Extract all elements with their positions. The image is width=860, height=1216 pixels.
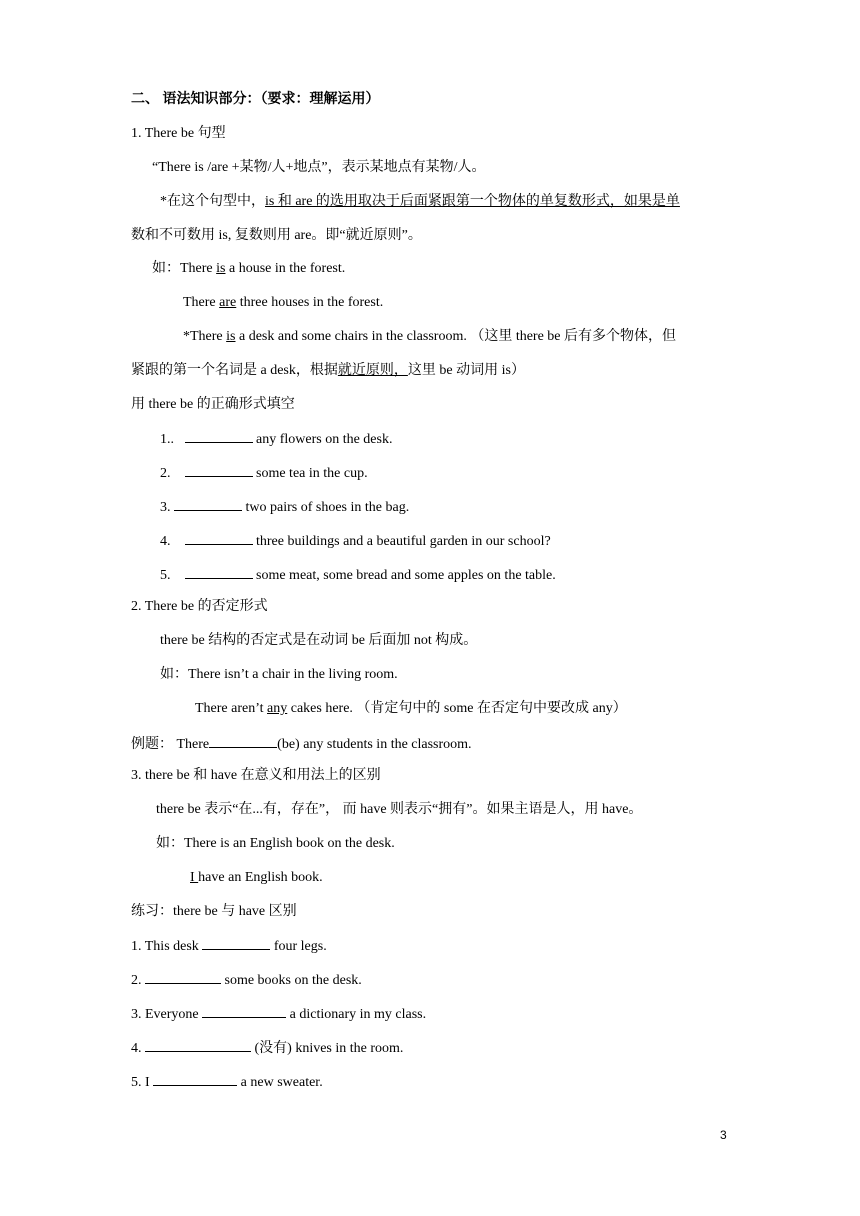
example-text: three houses in the forest. [236, 295, 384, 310]
page-number: 3 [720, 1128, 727, 1142]
example-text: 这里 be 动词用 is） [407, 363, 525, 378]
exercise-item [160, 496, 409, 518]
exercise-item [160, 428, 392, 450]
exercise-number: 1.. [160, 432, 174, 447]
example-text: 紧跟的第一个名词是 a desk，根据 [131, 363, 338, 378]
practice-item [131, 1003, 426, 1025]
answer-blank[interactable] [209, 733, 277, 748]
s1-rule-pre: *在这个句型中， [160, 194, 265, 209]
exercise-text: some meat, some bread and some apples on the table. [252, 568, 556, 583]
underlined-word: are [219, 295, 237, 310]
s3-practice-title: 练习：there be 与 have 区别 [131, 904, 297, 919]
exercise-text: any flowers on the desk. [252, 432, 393, 447]
practice-text: some books on the desk. [221, 973, 362, 988]
exercise-number: 4. [160, 534, 171, 549]
example-text: 例题： There [131, 737, 210, 752]
exercise-text: two pairs of shoes in the bag. [242, 500, 410, 515]
s2-heading: 2. There be 的否定形式 [131, 599, 268, 614]
practice-text: 1. This desk [131, 939, 203, 954]
s1-pattern: “There is /are +某物/人+地点”，表示某地点有某物/人。 [152, 160, 486, 175]
answer-blank[interactable] [145, 969, 221, 984]
practice-item [131, 1037, 403, 1059]
example-text: have an English book. [198, 870, 323, 885]
s1-rule-underlined: is 和 are 的选用取决于后面紧跟第一个物体的单复数形式，如果是单 [265, 194, 680, 209]
s1-rule-line1 [160, 192, 680, 212]
underlined-word: I [190, 870, 199, 885]
exercise-number: 2. [160, 466, 171, 481]
example-text: There aren’t [195, 701, 268, 716]
practice-item [131, 1071, 323, 1093]
answer-blank[interactable] [185, 530, 253, 545]
s2-example-question [131, 733, 472, 755]
example-text: There [183, 295, 220, 310]
example-text: cakes here. （肯定句中的 some 在否定句中要改成 any） [287, 701, 627, 716]
exercise-text: three buildings and a beautiful garden in our school? [252, 534, 551, 549]
practice-text: 5. I [131, 1075, 154, 1090]
answer-blank[interactable] [185, 462, 253, 477]
exercise-item [160, 530, 551, 552]
practice-text: four legs. [270, 939, 327, 954]
practice-item [131, 969, 362, 991]
answer-blank[interactable] [202, 1003, 286, 1018]
exercise-text: some tea in the cup. [252, 466, 368, 481]
s1-example3 [183, 327, 676, 347]
practice-text: a new sweater. [237, 1075, 323, 1090]
section-title: 二、 语法知识部分：（要求：理解运用） [131, 92, 380, 107]
answer-blank[interactable] [185, 428, 253, 443]
answer-blank[interactable] [202, 935, 270, 950]
s1-exercise-title: 用 there be 的正确形式填空 [131, 397, 295, 412]
s2-desc: there be 结构的否定式是在动词 be 后面加 not 构成。 [160, 633, 478, 648]
s1-heading: 1. There be 句型 [131, 126, 226, 141]
s2-example1: 如：There isn’t a chair in the living room. [160, 667, 398, 682]
underlined-word: is [216, 261, 226, 276]
example-text: (be) any students in the classroom. [277, 737, 472, 752]
exercise-item [160, 462, 368, 484]
s1-example1 [152, 259, 345, 279]
practice-text: (没有) knives in the room. [251, 1041, 404, 1056]
practice-item [131, 935, 327, 957]
practice-text: 4. [131, 1041, 145, 1056]
practice-text: 2. [131, 973, 145, 988]
example-text: *There [183, 329, 227, 344]
practice-text: 3. Everyone [131, 1007, 203, 1022]
s3-desc: there be 表示“在...有，存在”， 而 have 则表示“拥有”。如果主语是人，用 have。 [156, 802, 643, 817]
s3-example1: 如：There is an English book on the desk. [156, 836, 395, 851]
practice-text: a dictionary in my class. [286, 1007, 427, 1022]
underlined-word: any [267, 701, 288, 716]
s1-rule-line2: 数和不可数用 is, 复数则用 are。即“就近原则”。 [131, 228, 422, 243]
s3-heading: 3. there be 和 have 在意义和用法上的区别 [131, 768, 381, 783]
example-intro: 如：There [152, 261, 217, 276]
s1-example3-line2 [131, 361, 525, 381]
underlined-word: 就近原则， [337, 363, 408, 378]
answer-blank[interactable] [145, 1037, 251, 1052]
answer-blank[interactable] [153, 1071, 237, 1086]
answer-blank[interactable] [185, 564, 253, 579]
exercise-number: 3. [160, 500, 171, 515]
exercise-item [160, 564, 556, 586]
example-text: a house in the forest. [225, 261, 346, 276]
s3-example2 [190, 868, 323, 888]
exercise-number: 5. [160, 568, 171, 583]
s2-example2 [195, 699, 627, 719]
underlined-word: is [226, 329, 236, 344]
answer-blank[interactable] [174, 496, 242, 511]
example-text: a desk and some chairs in the classroom. （这里 there be 后有多个物体，但 [235, 329, 677, 344]
s1-example2 [183, 293, 383, 313]
